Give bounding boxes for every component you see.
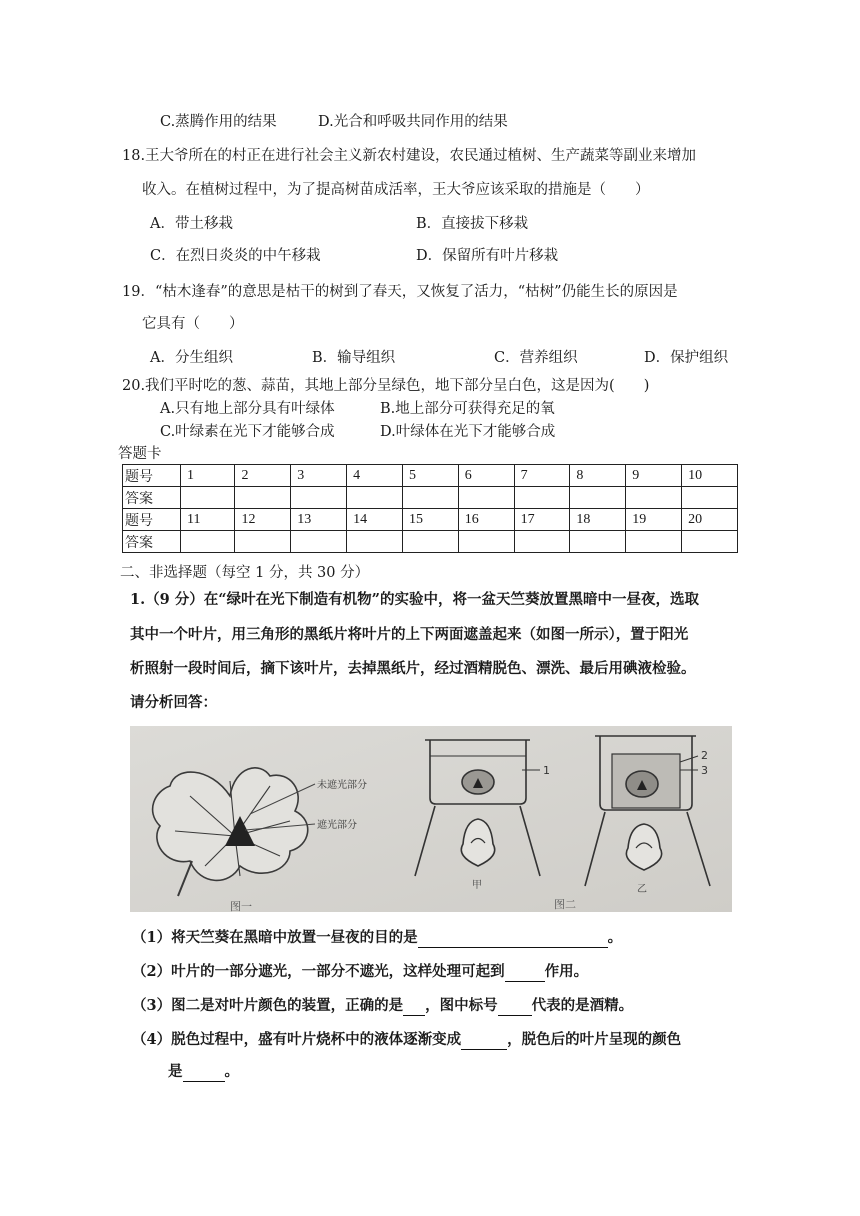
answer-cell[interactable] <box>514 531 570 553</box>
question-number: 10 <box>682 465 738 487</box>
question-number: 6 <box>458 465 514 487</box>
p1-line1: 1.（9 分）在“绿叶在光下制造有机物”的实验中，将一盆天竺葵放置黑暗中一昼夜，选取 <box>130 591 699 608</box>
row-label-number: 题号 <box>123 509 181 531</box>
q18-option-a: A．带土移栽 <box>150 216 233 232</box>
answer-card-table <box>122 464 738 553</box>
answer-blank[interactable] <box>505 965 545 982</box>
question-number: 1 <box>181 465 235 487</box>
answer-cell[interactable] <box>458 487 514 509</box>
experiment-diagram <box>130 726 732 912</box>
label-fig1: 图一 <box>230 900 252 912</box>
q17-option-d: D.光合和呼吸共同作用的结果 <box>318 114 508 130</box>
section2-heading: 二、非选择题（每空 1 分，共 30 分） <box>120 565 370 581</box>
label-shaded: 遮光部分 <box>317 820 357 831</box>
answer-blank[interactable] <box>183 1065 225 1082</box>
question-number: 20 <box>682 509 738 531</box>
table-row <box>123 509 738 531</box>
q18-stem-line2: 收入。在植树过程中，为了提高树苗成活率，王大爷应该采取的措施是（ ） <box>142 182 650 198</box>
question-number: 3 <box>291 465 347 487</box>
label-1: 1 <box>543 764 550 777</box>
subq-4-mid: ，脱色后的叶片呈现的颜色 <box>507 1031 682 1048</box>
question-number: 17 <box>514 509 570 531</box>
subq-2-text: （2）叶片的一部分遮光，一部分不遮光，这样处理可起到 <box>132 963 505 980</box>
answer-blank[interactable] <box>418 931 608 948</box>
answer-cell[interactable] <box>181 531 235 553</box>
q20-option-c: C.叶绿素在光下才能够合成 <box>160 424 335 440</box>
question-number: 4 <box>347 465 403 487</box>
answer-cell[interactable] <box>402 487 458 509</box>
q19-option-a: A．分生组织 <box>150 350 233 366</box>
row-label-answer: 答案 <box>123 487 181 509</box>
q18-option-b: B．直接拔下移栽 <box>416 216 529 232</box>
q20-option-b: B.地上部分可获得充足的氧 <box>380 401 555 417</box>
q20-option-a: A.只有地上部分具有叶绿体 <box>160 401 335 417</box>
p1-line4: 请分析回答： <box>130 694 217 711</box>
subq-1 <box>132 928 622 948</box>
question-number: 14 <box>347 509 403 531</box>
q18-stem-line1: 18.王大爷所在的村正在进行社会主义新农村建设，农民通过植树、生产蔬菜等副业来增加 <box>122 148 697 164</box>
subq-3 <box>132 996 633 1016</box>
subq-3-mid: ，图中标号 <box>425 997 498 1014</box>
q20-stem: 20.我们平时吃的葱、蒜苗，其地上部分呈绿色，地下部分呈白色，这是因为( ) <box>122 378 650 394</box>
answer-cell[interactable] <box>235 487 291 509</box>
subq-4-end: 。 <box>224 1063 239 1080</box>
question-number: 18 <box>570 509 626 531</box>
table-row <box>123 465 738 487</box>
label-jia: 甲 <box>472 880 482 891</box>
table-row <box>123 487 738 509</box>
subq-3-text: （3）图二是对叶片颜色的装置，正确的是 <box>132 997 404 1014</box>
q20-option-d: D.叶绿体在光下才能够合成 <box>380 424 556 440</box>
question-number: 16 <box>458 509 514 531</box>
experiment-figure <box>130 726 732 912</box>
subq-4-line2 <box>168 1062 239 1082</box>
label-yi: 乙 <box>637 884 647 895</box>
label-3: 3 <box>701 764 708 777</box>
subq-1-text: （1）将天竺葵在黑暗中放置一昼夜的目的是 <box>132 929 418 946</box>
subq-2-end: 作用。 <box>544 963 589 980</box>
label-fig2: 图二 <box>554 898 576 911</box>
q18-option-d: D．保留所有叶片移栽 <box>416 248 559 264</box>
answer-cell[interactable] <box>570 487 626 509</box>
answer-cell[interactable] <box>235 531 291 553</box>
answer-cell[interactable] <box>291 531 347 553</box>
subq-4-line1 <box>132 1030 681 1050</box>
label-unshaded: 未遮光部分 <box>317 780 367 791</box>
question-number: 13 <box>291 509 347 531</box>
answer-cell[interactable] <box>626 531 682 553</box>
answer-cell[interactable] <box>570 531 626 553</box>
question-number: 12 <box>235 509 291 531</box>
subq-1-end: 。 <box>607 929 623 946</box>
q19-stem-line2: 它具有（ ） <box>142 316 244 332</box>
question-number: 8 <box>570 465 626 487</box>
answer-cell[interactable] <box>291 487 347 509</box>
question-number: 2 <box>235 465 291 487</box>
table-row <box>123 531 738 553</box>
q18-option-c: C．在烈日炎炎的中午移栽 <box>150 248 321 264</box>
question-number: 7 <box>514 465 570 487</box>
subq-3-end: 代表的是酒精。 <box>531 997 634 1014</box>
q17-option-c: C.蒸腾作用的结果 <box>160 114 277 130</box>
question-number: 9 <box>626 465 682 487</box>
answer-cell[interactable] <box>514 487 570 509</box>
answer-cell[interactable] <box>458 531 514 553</box>
q19-option-c: C．营养组织 <box>494 350 578 366</box>
q19-option-d: D．保护组织 <box>644 350 729 366</box>
question-number: 11 <box>181 509 235 531</box>
label-2: 2 <box>701 749 708 762</box>
answer-cell[interactable] <box>347 531 403 553</box>
subq-4-text2: 是 <box>168 1063 183 1080</box>
answer-cell[interactable] <box>682 531 738 553</box>
p1-line2: 其中一个叶片，用三角形的黑纸片将叶片的上下两面遮盖起来（如图一所示），置于阳光 <box>130 626 689 643</box>
answer-blank[interactable] <box>403 999 425 1016</box>
subq-2 <box>132 962 588 982</box>
answer-cell[interactable] <box>682 487 738 509</box>
answer-cell[interactable] <box>347 487 403 509</box>
answer-card-title: 答题卡 <box>118 446 162 462</box>
question-number: 5 <box>402 465 458 487</box>
q19-option-b: B．输导组织 <box>312 350 396 366</box>
question-number: 15 <box>402 509 458 531</box>
answer-blank[interactable] <box>498 999 532 1016</box>
subq-4-text: （4）脱色过程中，盛有叶片烧杯中的液体逐渐变成 <box>132 1031 462 1048</box>
answer-blank[interactable] <box>461 1033 507 1050</box>
answer-cell[interactable] <box>402 531 458 553</box>
answer-cell[interactable] <box>181 487 235 509</box>
q19-stem-line1: 19．“枯木逢春”的意思是枯干的树到了春天，又恢复了活力，“枯树”仍能生长的原因是 <box>122 284 678 300</box>
question-number: 19 <box>626 509 682 531</box>
answer-cell[interactable] <box>626 487 682 509</box>
p1-line3: 析照射一段时间后，摘下该叶片，去掉黑纸片，经过酒精脱色、漂洗、最后用碘液检验。 <box>130 660 696 677</box>
row-label-answer: 答案 <box>123 531 181 553</box>
row-label-number: 题号 <box>123 465 181 487</box>
